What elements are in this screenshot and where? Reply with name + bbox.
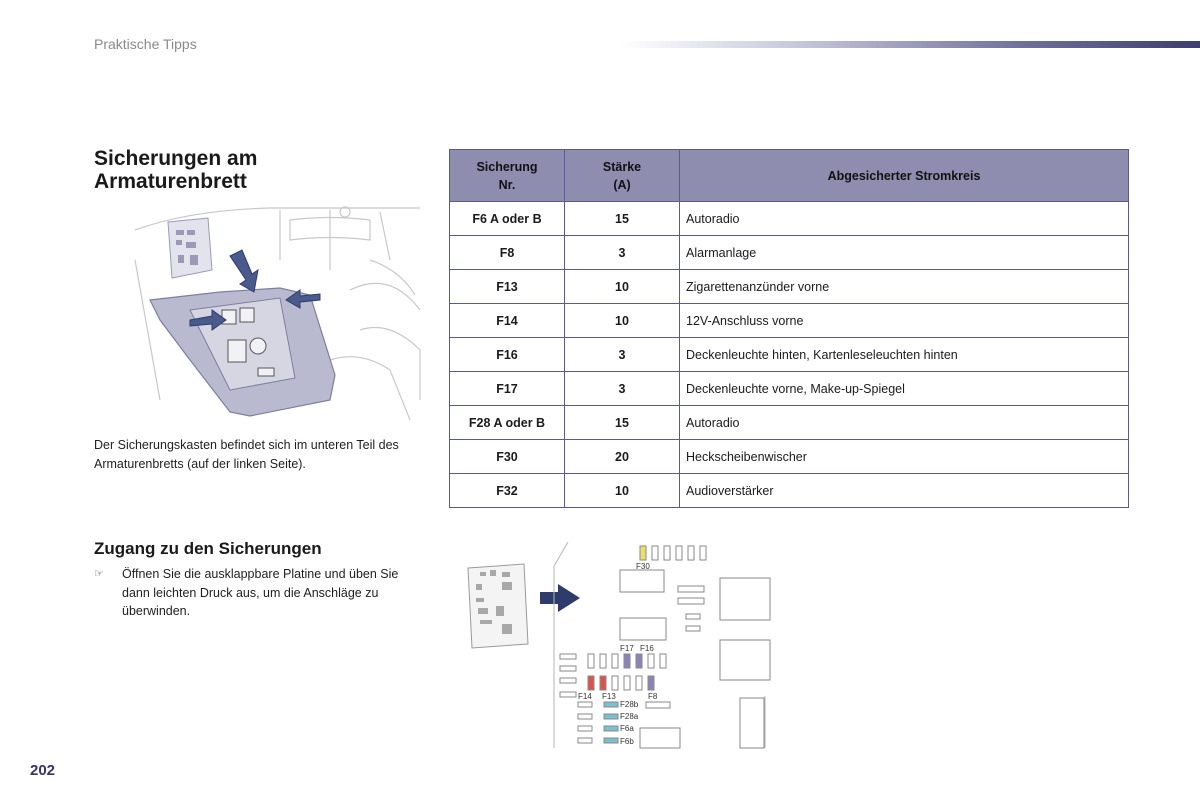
label-f6b: F6b (620, 737, 634, 746)
table-row (450, 202, 1129, 236)
col-header-amp (565, 150, 680, 202)
cell-fuse: F28 A oder B (450, 406, 565, 440)
cell-circuit: Deckenleuchte vorne, Make-up-Spiegel (680, 372, 1129, 406)
table-row (450, 406, 1129, 440)
table-row (450, 304, 1129, 338)
table-row (450, 440, 1129, 474)
cell-fuse: F8 (450, 236, 565, 270)
label-f8: F8 (648, 692, 658, 701)
table-row (450, 372, 1129, 406)
cell-circuit: Autoradio (680, 202, 1129, 236)
label-f16: F16 (640, 644, 654, 653)
col-header-amp-l2: (A) (613, 177, 631, 192)
label-f17: F17 (620, 644, 634, 653)
label-f30: F30 (636, 562, 650, 571)
cell-fuse: F14 (450, 304, 565, 338)
cell-fuse: F32 (450, 474, 565, 508)
cell-circuit: Heckscheibenwischer (680, 440, 1129, 474)
cell-fuse: F17 (450, 372, 565, 406)
dashboard-fusebox-illustration (130, 200, 422, 432)
running-header: Praktische Tipps (94, 36, 197, 52)
cell-amp: 10 (565, 474, 680, 508)
fuse-table (449, 149, 1129, 508)
cell-amp: 10 (565, 304, 680, 338)
label-f28b: F28b (620, 700, 639, 709)
section-title (94, 147, 414, 193)
section-title-line1: Sicherungen am (94, 147, 258, 170)
fuse-board-diagram (462, 536, 782, 752)
table-row (450, 338, 1129, 372)
cell-amp: 20 (565, 440, 680, 474)
table-header-row (450, 150, 1129, 202)
cell-amp: 15 (565, 202, 680, 236)
cell-amp: 10 (565, 270, 680, 304)
access-step-text: Öffnen Sie die ausklappbare Platine und üben Sie dann leichten Druck aus, um die Anschläge zu überwinden. (122, 567, 399, 618)
cell-circuit: Zigarettenanzünder vorne (680, 270, 1129, 304)
table-row (450, 270, 1129, 304)
cell-amp: 15 (565, 406, 680, 440)
pointing-hand-icon: ☞ (94, 568, 104, 580)
label-f14: F14 (578, 692, 592, 701)
cell-amp: 3 (565, 372, 680, 406)
cell-circuit: Autoradio (680, 406, 1129, 440)
col-header-amp-l1: Stärke (602, 159, 642, 174)
cell-fuse: F30 (450, 440, 565, 474)
section-title-line2: Armaturenbrett (94, 170, 247, 193)
cell-circuit: Audioverstärker (680, 474, 1129, 508)
cell-circuit: Deckenleuchte hinten, Kartenleseleuchten hinten (680, 338, 1129, 372)
access-step (94, 565, 414, 621)
table-row (450, 474, 1129, 508)
col-header-fuse-l1: Sicherung (476, 159, 538, 174)
cell-circuit: Alarmanlage (680, 236, 1129, 270)
col-header-fuse (450, 150, 565, 202)
cell-amp: 3 (565, 236, 680, 270)
label-f6a: F6a (620, 724, 634, 733)
location-description: Der Sicherungskasten befindet sich im unteren Teil des Armaturenbretts (auf der linken Seite). (94, 438, 399, 471)
label-f28a: F28a (620, 712, 639, 721)
col-header-circuit: Abgesicherter Stromkreis (680, 150, 1129, 202)
cell-fuse: F6 A oder B (450, 202, 565, 236)
cell-fuse: F16 (450, 338, 565, 372)
table-row (450, 236, 1129, 270)
label-f13: F13 (602, 692, 616, 701)
cell-circuit: 12V-Anschluss vorne (680, 304, 1129, 338)
header-gradient-bar (620, 41, 1200, 48)
access-title: Zugang zu den Sicherungen (94, 539, 322, 558)
cell-amp: 3 (565, 338, 680, 372)
col-header-fuse-l2: Nr. (498, 177, 516, 192)
page-number: 202 (30, 762, 56, 779)
cell-fuse: F13 (450, 270, 565, 304)
